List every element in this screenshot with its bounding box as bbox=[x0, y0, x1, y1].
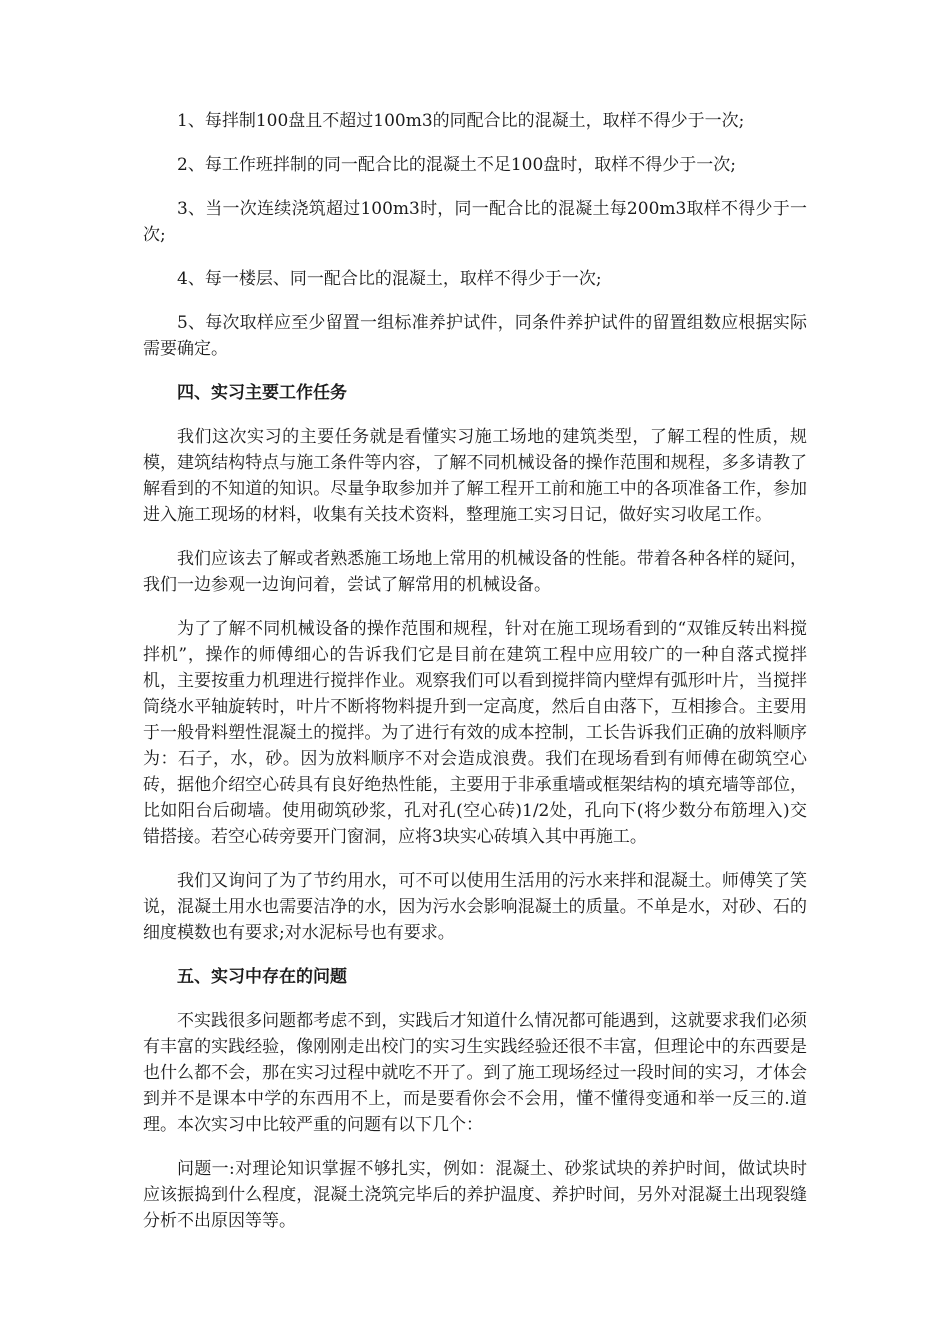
list-item-3: 3、当一次连续浇筑超过100m3时，同一配合比的混凝土每200m3取样不得少于一次; bbox=[143, 199, 807, 245]
list-item-4: 4、每一楼层、同一配合比的混凝土，取样不得少于一次; bbox=[177, 269, 602, 289]
document-body bbox=[143, 108, 807, 1252]
paragraph-tasks-intro: 我们这次实习的主要任务就是看懂实习施工场地的建筑类型，了解工程的性质，规模，建筑结构特点与施工条件等内容，了解不同机械设备的操作范围和规程，多多请教了解看到的不知道的知识。尽量争取参加并了解工程开工前和施工中的各项准备工作，参加进入施工现场的材料，收集有关技术资料，整理施工实习日记，做好实习收尾工作。 bbox=[143, 427, 807, 525]
paragraph-mixer: 为了了解不同机械设备的操作范围和规程，针对在施工现场看到的“双锥反转出料搅拌机”，操作的师傅细心的告诉我们它是目前在建筑工程中应用较广的一种自落式搅拌机，主要按重力机理进行搅拌作业。观察我们可以看到搅拌筒内壁焊有弧形叶片，当搅拌筒绕水平轴旋转时，叶片不断将物料提升到一定高度，然后自由落下，互相掺合。主要用于一般骨料塑性混凝土的搅拌。为了进行有效的成本控制，工长告诉我们正确的放料顺序为：石子，水，砂。因为放料顺序不对会造成浪费。我们在现场看到有师傅在砌筑空心砖，据他介绍空心砖具有良好绝热性能，主要用于非承重墙或框架结构的填充墙等部位，比如阳台后砌墙。使用砌筑砂浆，孔对孔(空心砖)1/2处，孔向下(将少数分布筋埋入)交错搭接。若空心砖旁要开门窗洞，应将3块实心砖填入其中再施工。 bbox=[143, 619, 807, 847]
section-heading-tasks: 四、实习主要工作任务 bbox=[177, 383, 347, 403]
paragraph-water: 我们又询问了为了节约用水，可不可以使用生活用的污水来拌和混凝土。师傅笑了笑说，混凝土用水也需要洁净的水，因为污水会影响混凝土的质量。不单是水，对砂、石的细度模数也有要求;对水泥标号也有要求。 bbox=[143, 871, 807, 943]
section-heading-problems: 五、实习中存在的问题 bbox=[177, 967, 347, 987]
list-item-1: 1、每拌制100盘且不超过100m3的同配合比的混凝土，取样不得少于一次; bbox=[177, 111, 745, 131]
list-item-2: 2、每工作班拌制的同一配合比的混凝土不足100盘时，取样不得少于一次; bbox=[177, 155, 736, 175]
paragraph-problems-intro: 不实践很多问题都考虑不到，实践后才知道什么情况都可能遇到，这就要求我们必须有丰富的实践经验，像刚刚走出校门的实习生实践经验还很不丰富，但理论中的东西要是也什么都不会，那在实习过程中就吃不开了。到了施工现场经过一段时间的实习，才体会到并不是课本中学的东西用不上，而是要看你会不会用，懂不懂得变通和举一反三的.道理。本次实习中比较严重的问题有以下几个： bbox=[143, 1011, 807, 1135]
list-item-5: 5、每次取样应至少留置一组标准养护试件，同条件养护试件的留置组数应根据实际需要确定。 bbox=[143, 313, 807, 359]
paragraph-problem-one: 问题一:对理论知识掌握不够扎实，例如：混凝土、砂浆试块的养护时间，做试块时应该振捣到什么程度，混凝土浇筑完毕后的养护温度、养护时间，另外对混凝土出现裂缝分析不出原因等等。 bbox=[143, 1159, 807, 1231]
paragraph-equipment: 我们应该去了解或者熟悉施工场地上常用的机械设备的性能。带着各种各样的疑问，我们一边参观一边询问着，尝试了解常用的机械设备。 bbox=[143, 549, 807, 595]
